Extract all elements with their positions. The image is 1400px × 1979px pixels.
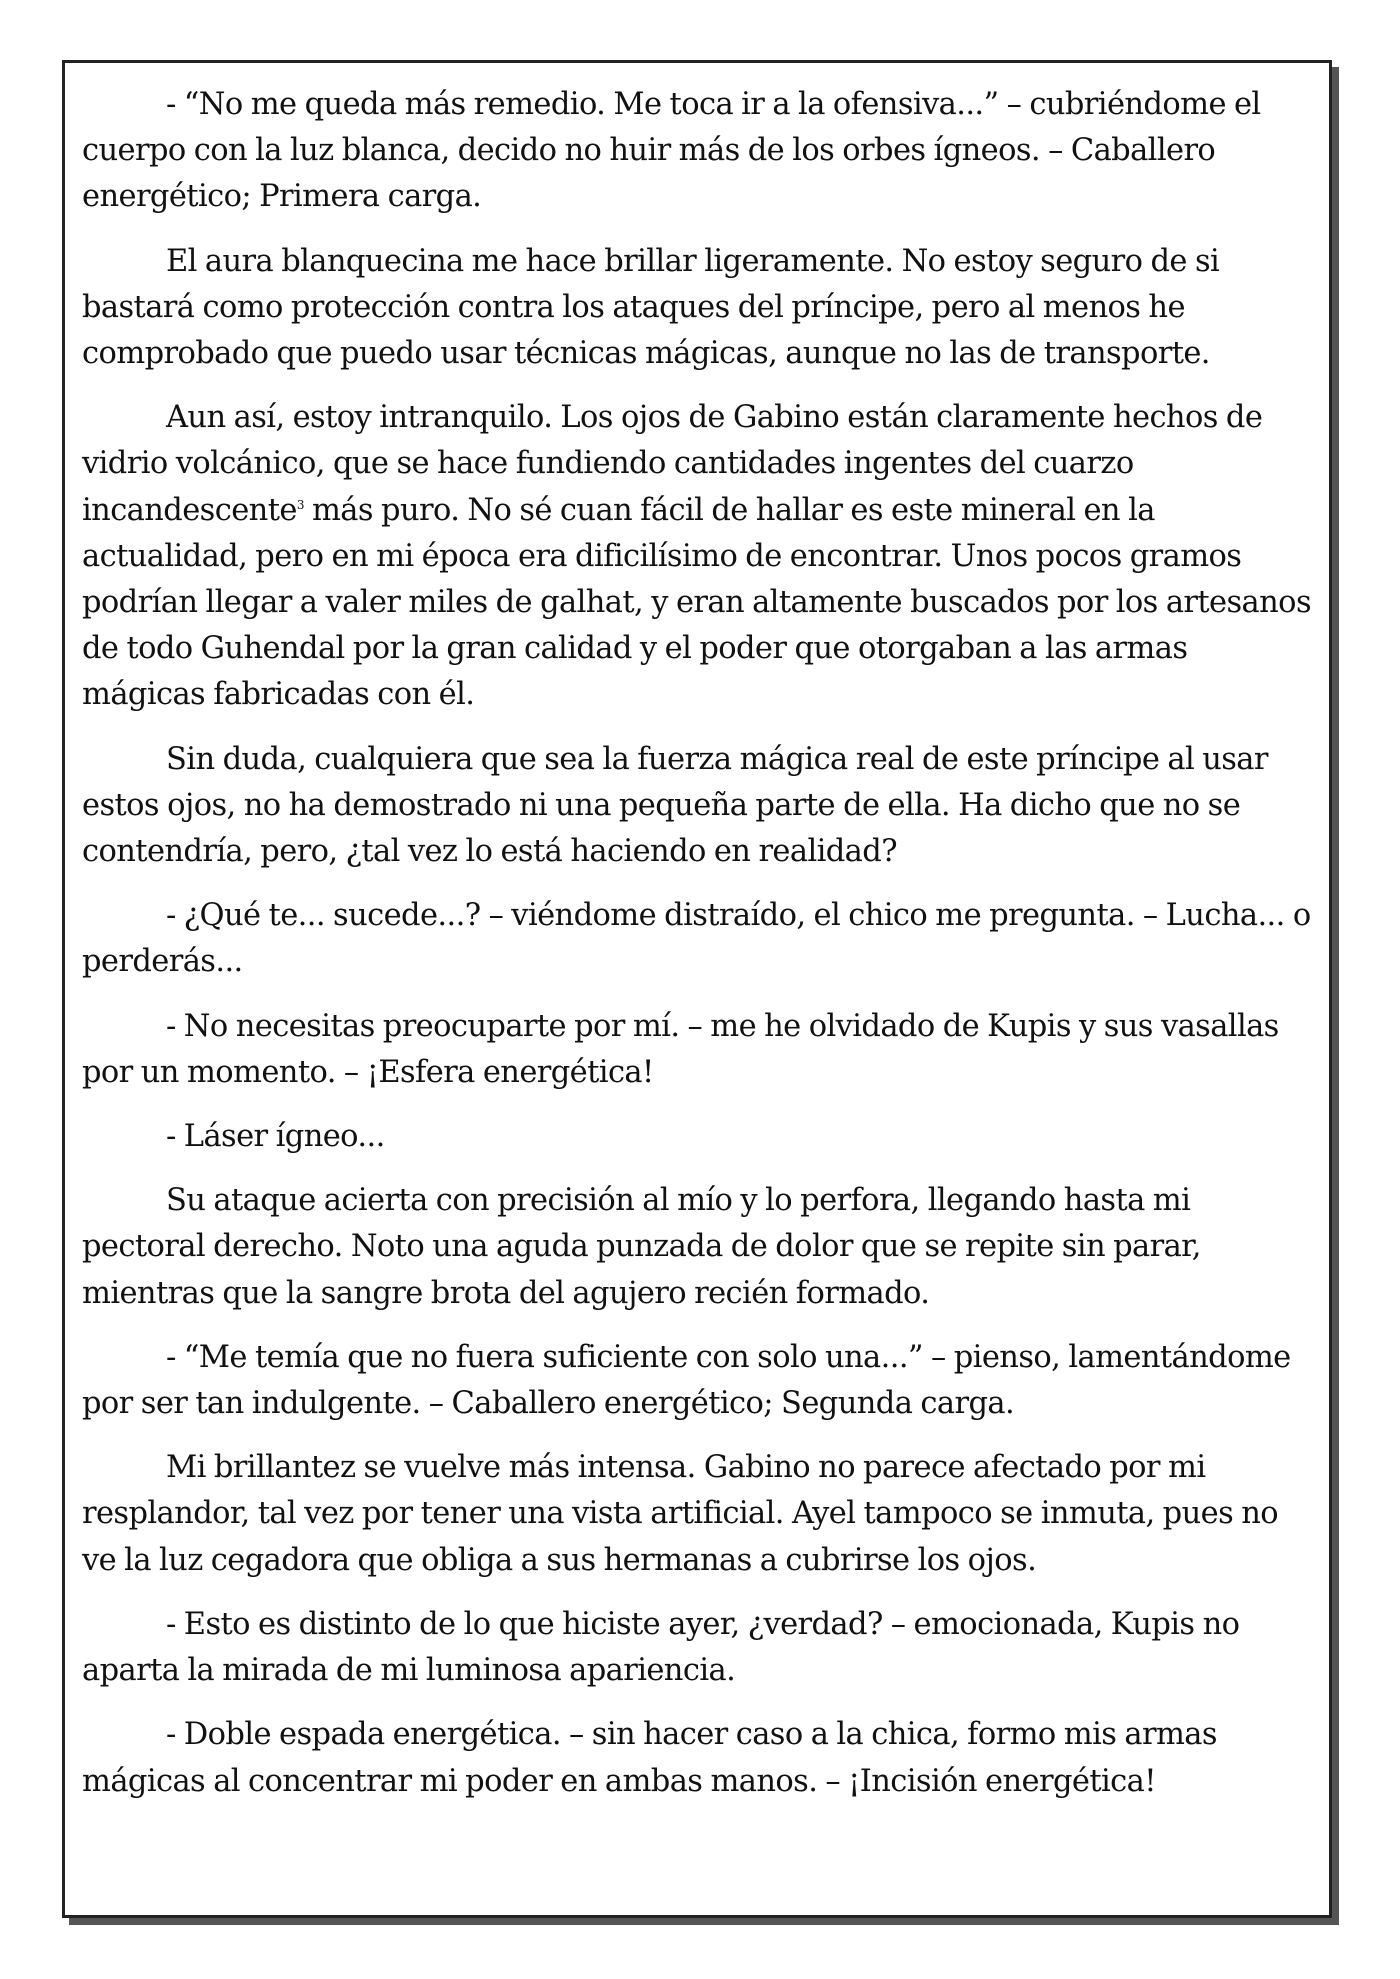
paragraph-4: Sin duda, cualquiera que sea la fuerza mágica real de este príncipe al usar estos ojos, no ha demostrado ni una pequeña parte de ella. Ha dicho que no se contendría, pero, ¿tal vez lo está haciendo en realidad? xyxy=(82,741,1268,870)
paragraph-11: - Esto es distinto de lo que hiciste ayer, ¿verdad? – emocionada, Kupis no aparta la mirada de mi luminosa apariencia. xyxy=(82,1606,1240,1689)
paragraph-2: El aura blanquecina me hace brillar ligeramente. No estoy seguro de si bastará como protección contra los ataques del príncipe, pero al menos he comprobado que puedo usar técnicas mágicas, aunque no las de transporte. xyxy=(82,243,1220,372)
paragraph-3-text-after: más puro. No sé cuan fácil de hallar es este mineral en la actualidad, pero en mi época era dificilísimo de encontrar. Unos pocos gramos podrían llegar a valer miles de galhat, y eran altamente buscados por los artesanos de todo Guhendal por la gran calidad y el poder que otorgaban a las armas mágicas fabricadas con él. xyxy=(82,492,1311,713)
document-body xyxy=(82,82,1312,1823)
paragraph-3 xyxy=(82,395,1312,718)
paragraph-7: - Láser ígneo... xyxy=(166,1119,385,1155)
paragraph-8: Su ataque acierta con precisión al mío y lo perfora, llegando hasta mi pectoral derecho. Noto una aguda punzada de dolor que se repite sin parar, mientras que la sangre brota del agujero recién formado. xyxy=(82,1183,1201,1311)
paragraph-10: Mi brillantez se vuelve más intensa. Gabino no parece afectado por mi resplandor, tal vez por tener una vista artificial. Ayel tampoco se inmuta, pues no ve la luz cegadora que obliga a sus hermanas a cubrirse los ojos. xyxy=(82,1450,1279,1578)
footnote-reference: 3 xyxy=(296,497,304,512)
paragraph-9: - “Me temía que no fuera suficiente con solo una...” – pienso, lamentándome por ser tan indulgente. – Caballero energético; Segunda carga. xyxy=(82,1339,1291,1422)
paragraph-3-text-before: Aun así, estoy intranquilo. Los ojos de Gabino están claramente hechos de vidrio volcánico, que se hace fundiendo cantidades ingentes del cuarzo incandescente xyxy=(82,400,1263,528)
paragraph-12: - Doble espada energética. – sin hacer caso a la chica, formo mis armas mágicas al concentrar mi poder en ambas manos. – ¡Incisión energética! xyxy=(82,1717,1217,1799)
paragraph-5: - ¿Qué te... sucede...? – viéndome distraído, el chico me pregunta. – Lucha... o perderás... xyxy=(82,898,1311,980)
paragraph-6: - No necesitas preocuparte por mí. – me he olvidado de Kupis y sus vasallas por un momento. – ¡Esfera energética! xyxy=(82,1008,1279,1090)
paragraph-1: - “No me queda más remedio. Me toca ir a la ofensiva...” – cubriéndome el cuerpo con la luz blanca, decido no huir más de los orbes ígneos. – Caballero energético; Primera carga. xyxy=(82,87,1261,215)
